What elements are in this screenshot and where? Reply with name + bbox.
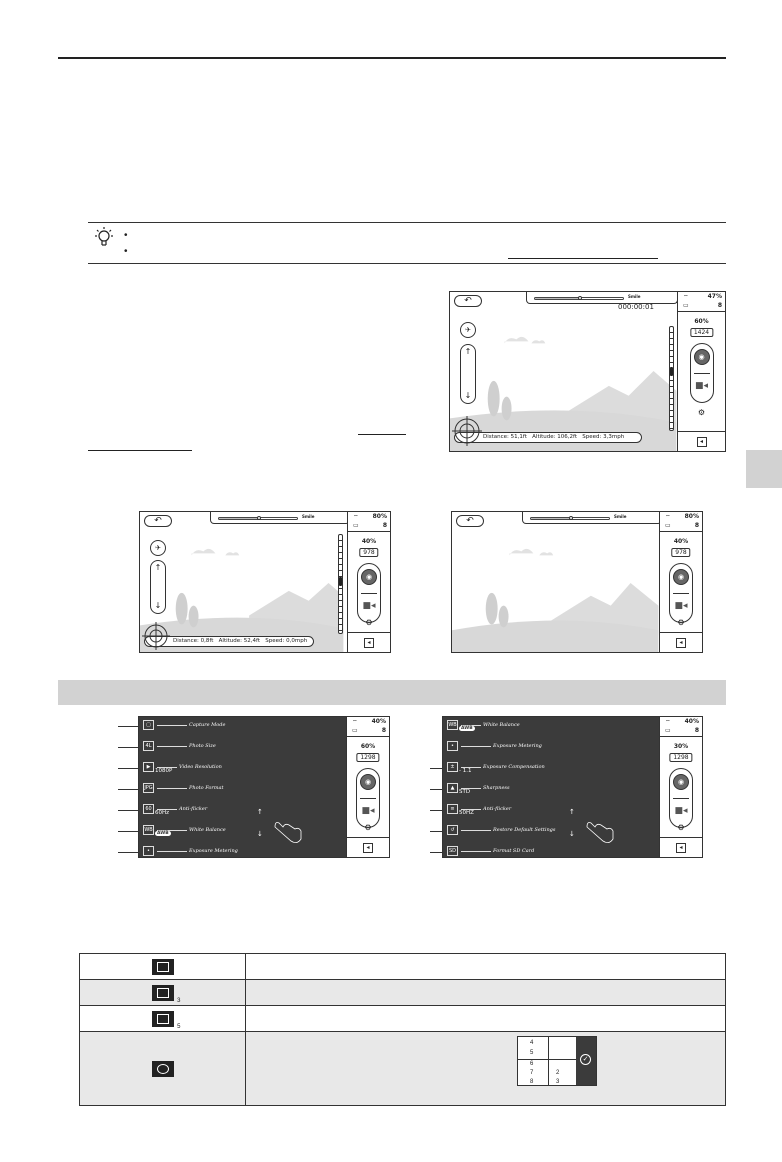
playback-button[interactable]: ◂ (676, 843, 686, 853)
menu-item-photo-format[interactable]: JPG Photo Format (144, 784, 224, 791)
playback-button[interactable]: ◂ (363, 843, 373, 853)
menu-item-sharpness[interactable]: ▲ Sharpness (447, 783, 510, 793)
white-balance-value: AWB (461, 726, 473, 731)
sd-icon: ▭ (683, 302, 689, 309)
gear-icon[interactable]: ⚙ (364, 823, 372, 832)
wifi-icon: ⌔ (665, 719, 671, 726)
scroll-up-icon: ↑ (569, 808, 575, 816)
header-rule (58, 57, 726, 59)
menu-item-anti-flicker[interactable]: ≡ Anti-flicker (447, 804, 511, 814)
wifi-icon: ⌔ (683, 294, 689, 301)
shutter-group (669, 563, 693, 623)
scroll-down-icon: ↓ (569, 830, 575, 838)
gear-icon[interactable]: ⚙ (697, 408, 706, 417)
sharpness-icon: ▲ (447, 783, 458, 793)
photo-button[interactable]: ◉ (673, 569, 689, 585)
takeoff-button[interactable]: ✈ (460, 322, 476, 338)
menu-item-capture-mode[interactable]: ▢ Capture Mode (143, 720, 225, 730)
video-button[interactable]: ■◂ (674, 601, 688, 611)
sd-icon: ▭ (665, 522, 671, 529)
storage-percent: 60% (694, 318, 709, 325)
anti-flicker-value: 50HZ (459, 810, 474, 816)
white-balance-icon: WB (144, 827, 153, 833)
playback-button[interactable]: ◂ (364, 638, 374, 648)
gimbal-slider[interactable] (338, 534, 343, 634)
menu-item-anti-flicker[interactable]: 60 Anti-flicker (143, 804, 207, 814)
exposure-metering-icon: • (447, 741, 458, 751)
exposure-compensation-value: - 1.1 (459, 768, 472, 774)
gimbal-slider[interactable] (669, 326, 674, 431)
storage-percent: 60% (360, 743, 376, 750)
battery-level: 40% (684, 718, 699, 725)
takeoff-button[interactable]: ✈ (150, 540, 166, 556)
storage-percent: 30% (673, 743, 689, 750)
single-shot-icon (152, 959, 174, 975)
capture-mode-icon: ▢ (143, 720, 154, 730)
video-button[interactable]: ■◂ (674, 806, 688, 816)
back-button[interactable]: ↶ (454, 295, 482, 307)
shutter-group (669, 768, 693, 828)
exposure-metering-icon: • (143, 846, 154, 856)
mode-label: Smile (628, 294, 641, 299)
menu-item-photo-size[interactable]: 4L Photo Size (143, 741, 216, 751)
satellite-count: 8 (381, 727, 386, 734)
mode-label: Smile (302, 514, 315, 519)
shutter-group (690, 343, 714, 403)
app-screen-recording (449, 291, 726, 452)
mode-label: Smile (614, 514, 627, 519)
photo-count: 1424 (690, 328, 713, 337)
body-link[interactable] (88, 450, 192, 451)
photo-count: 1298 (669, 753, 692, 762)
photo-button[interactable]: ◉ (673, 774, 689, 790)
shutter-group (356, 768, 380, 828)
battery-level: 80% (684, 513, 699, 520)
video-resolution-icon: ▶ (143, 762, 154, 772)
exposure-compensation-icon: ± (447, 762, 458, 772)
wifi-icon: ⌔ (665, 514, 671, 521)
restore-icon: ↺ (447, 825, 458, 835)
control-panel (677, 292, 725, 451)
shutter-group (357, 563, 381, 623)
menu-item-white-balance[interactable]: WB White Balance (144, 826, 226, 833)
menu-item-format-sd[interactable]: SD Format SD Card (448, 847, 535, 854)
body-link[interactable] (358, 434, 406, 435)
scroll-down-icon: ↓ (257, 830, 263, 838)
menu-item-white-balance[interactable]: WB White Balance (448, 721, 520, 728)
arrow-up-icon: ↑ (464, 347, 472, 356)
wifi-icon: ⌔ (352, 719, 358, 726)
sd-icon: ▭ (665, 727, 671, 734)
photo-format-icon: JPG (144, 785, 153, 791)
burst-3-icon: 3 (152, 985, 174, 1001)
telemetry-bar: Distance: 0,8ft Altitude: 52,4ft Speed: 0,0mph (144, 636, 314, 647)
record-timer: 000:00:01 (618, 303, 654, 311)
crosshair-icon (142, 622, 170, 650)
swipe-hand-icon (271, 821, 305, 847)
battery-level: 47% (707, 293, 722, 300)
sd-icon: ▭ (353, 522, 359, 529)
section-heading-bar (58, 680, 726, 705)
swipe-hand-icon (583, 821, 617, 847)
anti-flicker-value: 60Hz (155, 810, 170, 816)
gear-icon[interactable]: ⚙ (677, 823, 685, 832)
sd-icon: ▭ (352, 727, 358, 734)
sharpness-value: STD (459, 789, 471, 795)
control-panel (659, 717, 702, 857)
control-panel (347, 512, 390, 652)
photo-size-icon: 4L (143, 741, 154, 751)
white-balance-value: AWB (157, 831, 169, 836)
telemetry-bar: Distance: 51,1ft Altitude: 106,2ft Speed: 3,3mph (454, 432, 642, 443)
back-button[interactable]: ↶ (144, 515, 172, 527)
video-button[interactable]: ■◂ (361, 806, 375, 816)
menu-item-restore-defaults[interactable]: ↺ Restore Default Settings (447, 825, 555, 835)
table-row (80, 954, 726, 980)
menu-item-video-resolution[interactable]: ▶ Video Resolution (143, 762, 222, 772)
anti-flicker-icon: 60 (143, 804, 154, 814)
progress-bar (534, 297, 624, 300)
photo-button[interactable]: ◉ (360, 774, 376, 790)
altitude-stick[interactable] (150, 560, 166, 614)
crosshair-icon (452, 416, 482, 446)
side-tab (746, 450, 782, 488)
control-panel (659, 512, 702, 652)
table-row (80, 1006, 726, 1032)
storage-percent: 40% (673, 538, 689, 545)
photo-count: 978 (359, 548, 378, 557)
arrow-down-icon: ↓ (154, 601, 162, 610)
gear-icon[interactable]: ⚙ (677, 618, 685, 627)
progress-bar (218, 517, 298, 520)
video-button[interactable]: ■◂ (694, 381, 709, 391)
battery-level: 80% (372, 513, 387, 520)
tip-bullet: • (124, 230, 128, 241)
scroll-up-icon: ↑ (257, 808, 263, 816)
storage-percent: 40% (361, 538, 377, 545)
tip-box (88, 222, 726, 264)
battery-level: 40% (371, 718, 386, 725)
menu-item-exposure-metering[interactable]: • Exposure Metering (143, 846, 238, 856)
sd-card-icon: SD (448, 848, 457, 854)
altitude-stick[interactable] (460, 344, 476, 404)
video-button[interactable]: ■◂ (362, 601, 376, 611)
arrow-up-icon: ↑ (154, 563, 162, 572)
confirm-icon[interactable]: ✓ (580, 1054, 591, 1065)
photo-button[interactable]: ◉ (361, 569, 377, 585)
photo-button[interactable]: ◉ (694, 349, 710, 365)
menu-item-exposure-compensation[interactable]: ± Exposure Compensation (447, 762, 545, 772)
satellite-count: 8 (694, 727, 699, 734)
progress-bar (530, 517, 610, 520)
playback-button[interactable]: ◂ (676, 638, 686, 648)
satellite-count: 8 (717, 302, 722, 309)
app-screen-shooting (139, 511, 391, 653)
satellite-count: 8 (694, 522, 699, 529)
menu-item-exposure-metering[interactable]: • Exposure Metering (447, 741, 542, 751)
photo-count: 978 (671, 548, 690, 557)
timer-icon (152, 1061, 174, 1077)
video-resolution-value: 1080P (155, 768, 173, 774)
settings-menu-screen-2 (442, 716, 703, 858)
anti-flicker-icon: ≡ (447, 804, 458, 814)
playback-button[interactable]: ◂ (697, 437, 707, 447)
settings-menu-screen-1 (138, 716, 390, 858)
satellite-count: 8 (382, 522, 387, 529)
table-row (80, 1032, 726, 1106)
gear-icon[interactable]: ⚙ (365, 618, 373, 627)
timer-picker[interactable]: 4 5 6 7 8 2 3 ✓ (517, 1036, 597, 1086)
capture-mode-table (79, 953, 726, 1106)
wifi-icon: ⌔ (353, 514, 359, 521)
tip-link[interactable] (508, 258, 658, 259)
lightbulb-icon (92, 226, 116, 248)
photo-count: 1298 (356, 753, 379, 762)
white-balance-icon: WB (448, 722, 457, 728)
burst-5-icon: 5 (152, 1011, 174, 1027)
back-button[interactable]: ↶ (456, 515, 484, 527)
tip-bullet: • (124, 246, 128, 257)
control-panel (346, 717, 389, 857)
app-screen-shooting-clean (451, 511, 703, 653)
table-row (80, 980, 726, 1006)
arrow-down-icon: ↓ (464, 391, 472, 400)
